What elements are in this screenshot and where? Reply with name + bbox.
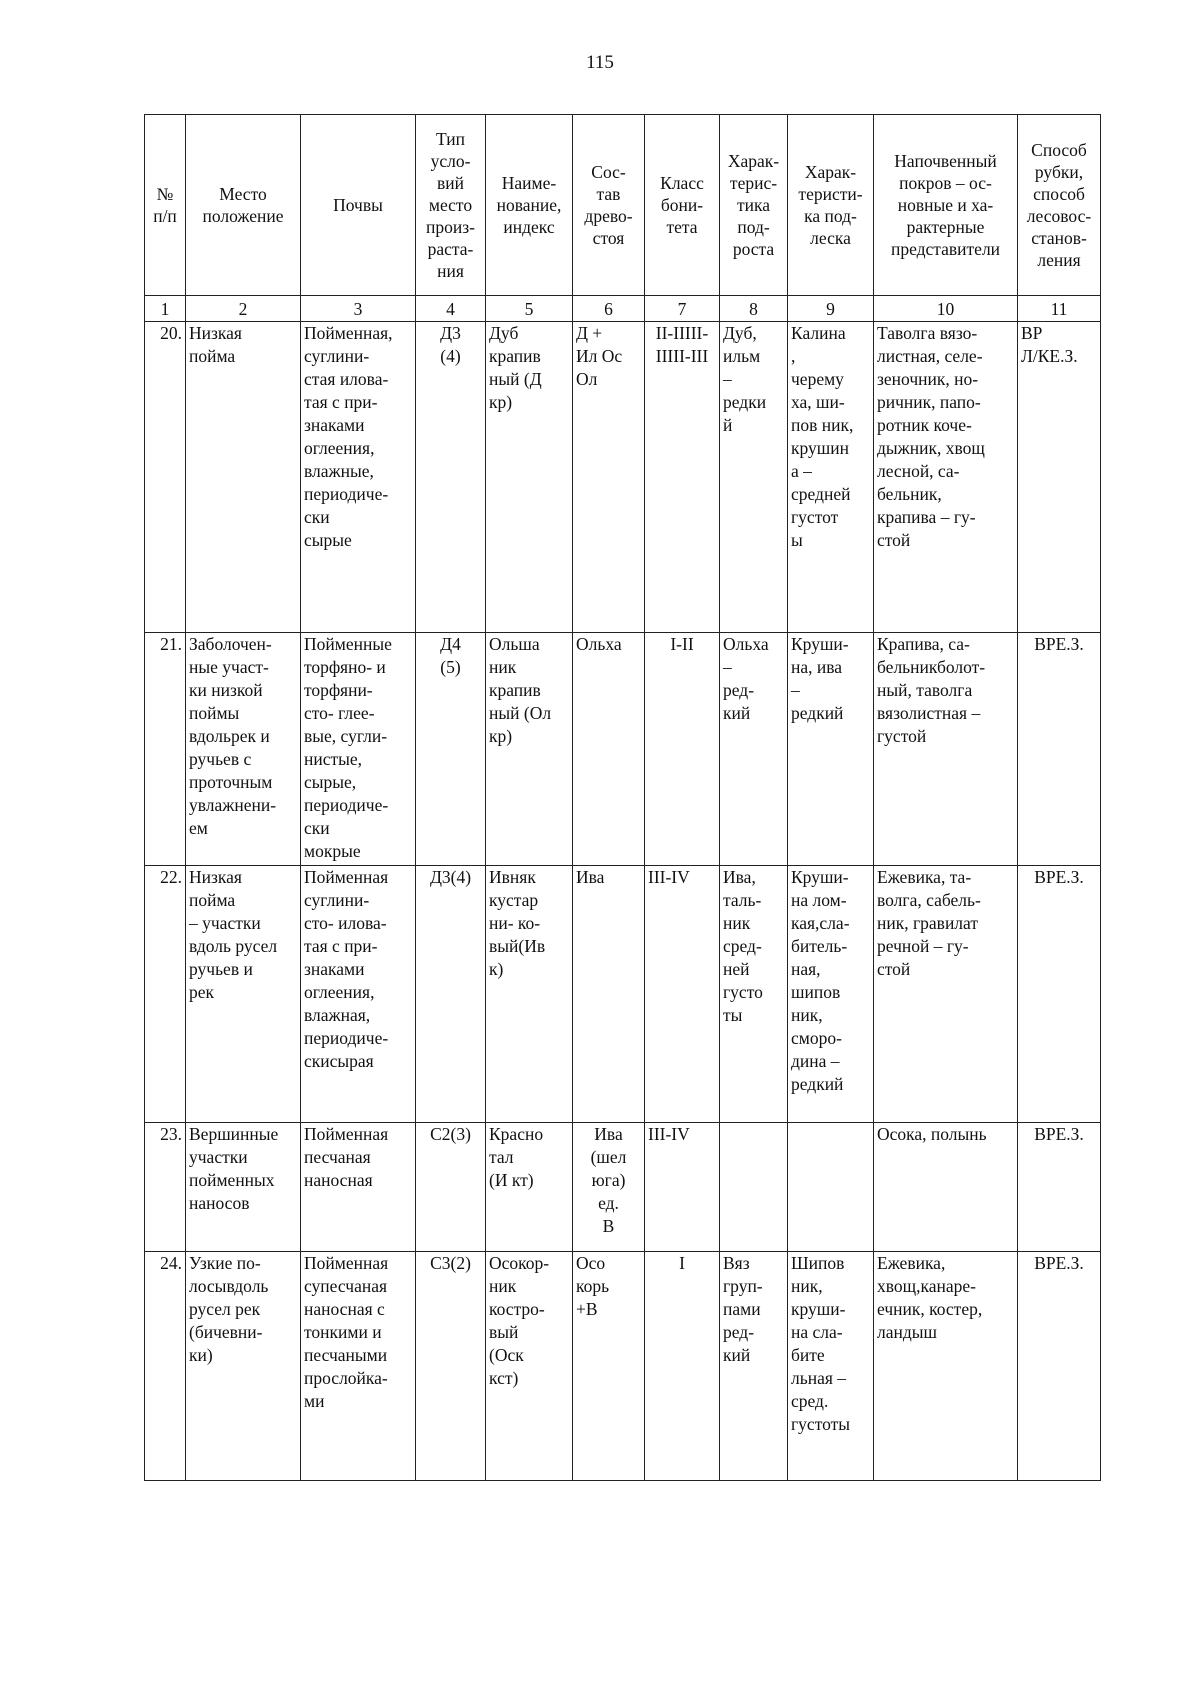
soil-cell: Пойменные торфяно- и торфяни- сто- глее- вые, сугли- нистые, сырые, периодиче- ски мокрые [301,633,416,866]
underbrush-cell: Круши- на лом- кая,сла- битель- ная, шипов ник, сморо- дина – редкий [788,866,874,1123]
row-number: 24. [145,1252,186,1481]
header-cell: Почвы [301,115,416,296]
underbrush-cell [788,1123,874,1252]
growth-type-cell: Д4 (5) [416,633,486,866]
column-number: 2 [186,296,301,322]
forest-types-table [144,114,1101,1481]
growth-type-cell: Д3(4) [416,866,486,1123]
name-index-cell: Дуб крапив ный (Д кр) [486,322,573,633]
location-cell: Узкие по- лосывдоль русел рек (бичевни- ки) [186,1252,301,1481]
table-row [145,1123,1101,1252]
table-row [145,1252,1101,1481]
location-cell: Низкая пойма [186,322,301,633]
header-cell: Класс бони- тета [645,115,720,296]
column-number: 5 [486,296,573,322]
table-row [145,322,1101,633]
header-cell: Тип усло- вий место произ- раста- ния [416,115,486,296]
location-cell: Заболочен- ные участ- ки низкой поймы вдольрек и ручьев с проточным увлажнени- ем [186,633,301,866]
table-row [145,866,1101,1123]
row-number: 21. [145,633,186,866]
column-number: 4 [416,296,486,322]
header-cell: Наиме- нование, индекс [486,115,573,296]
cutting-method-cell: ВРЕ.З. [1018,1123,1101,1252]
soil-cell: Пойменная, суглини- стая илова- тая с при- знаками оглеения, влажные, периодиче- ски сырые [301,322,416,633]
growth-type-cell: С2(3) [416,1123,486,1252]
column-number: 3 [301,296,416,322]
header-cell: № п/п [145,115,186,296]
bonitet-cell: I [645,1252,720,1481]
ground-cover-cell: Таволга вязо- листная, селе- зеночник, но- ричник, папо- ротник коче- дыжник, хвощ лесной, са- бельник, крапива – гу- стой [874,322,1018,633]
header-cell: Напочвенный покров – ос- новные и ха- рактерные представители [874,115,1018,296]
soil-cell: Пойменная суглини- сто- илова- тая с при- знаками оглеения, влажная, периодиче- скисырая [301,866,416,1123]
underbrush-cell: Круши- на, ива – редкий [788,633,874,866]
composition-cell: Д + Ил Ос Ол [573,322,645,633]
bonitet-cell: I-II [645,633,720,866]
composition-cell: Ива (шел юга) ед. В [573,1123,645,1252]
name-index-cell: Ольша ник крапив ный (Ол кр) [486,633,573,866]
column-number: 11 [1018,296,1101,322]
header-cell: Харак- теристи- ка под- леска [788,115,874,296]
column-number: 1 [145,296,186,322]
column-number: 7 [645,296,720,322]
undergrowth-cell: Дуб, ильм – редки й [720,322,788,633]
table-row [145,633,1101,866]
composition-cell: Ольха [573,633,645,866]
underbrush-cell: Шипов ник, круши- на сла- бите льная – сред. густоты [788,1252,874,1481]
undergrowth-cell [720,1123,788,1252]
bonitet-cell: III-IV [645,1123,720,1252]
composition-cell: Осо корь +В [573,1252,645,1481]
header-cell: Способ рубки, способ лесовос- станов- ления [1018,115,1101,296]
undergrowth-cell: Ива, таль- ник сред- ней густо ты [720,866,788,1123]
cutting-method-cell: ВРЕ.З. [1018,1252,1101,1481]
ground-cover-cell: Осока, полынь [874,1123,1018,1252]
column-number: 9 [788,296,874,322]
name-index-cell: Осокор- ник костро- вый (Оск кст) [486,1252,573,1481]
cutting-method-cell: ВРЕ.З. [1018,866,1101,1123]
soil-cell: Пойменная супесчаная наносная с тонкими и песчаными прослойка- ми [301,1252,416,1481]
column-number: 8 [720,296,788,322]
ground-cover-cell: Ежевика, та- волга, сабель- ник, гравилат речной – гу- стой [874,866,1018,1123]
row-number: 22. [145,866,186,1123]
ground-cover-cell: Крапива, са- бельникболот- ный, таволга вязолистная – густой [874,633,1018,866]
cutting-method-cell: ВР Л/КЕ.З. [1018,322,1101,633]
bonitet-cell: III-IV [645,866,720,1123]
composition-cell: Ива [573,866,645,1123]
header-row [145,115,1101,296]
location-cell: Низкая пойма – участки вдоль русел ручьев и рек [186,866,301,1123]
undergrowth-cell: Вяз груп- пами ред- кий [720,1252,788,1481]
column-number-row [145,296,1101,322]
column-number: 10 [874,296,1018,322]
growth-type-cell: С3(2) [416,1252,486,1481]
bonitet-cell: II-IIIII- IIIII-III [645,322,720,633]
header-cell: Харак- терис- тика под- роста [720,115,788,296]
cutting-method-cell: ВРЕ.З. [1018,633,1101,866]
row-number: 20. [145,322,186,633]
header-cell: Сос- тав древо- стоя [573,115,645,296]
row-number: 23. [145,1123,186,1252]
page-number: 115 [586,52,614,73]
ground-cover-cell: Ежевика, хвощ,канаре- ечник, костер, ландыш [874,1252,1018,1481]
name-index-cell: Ивняк кустар ни- ко- вый(Ив к) [486,866,573,1123]
growth-type-cell: Д3 (4) [416,322,486,633]
name-index-cell: Красно тал (И кт) [486,1123,573,1252]
header-cell: Место положение [186,115,301,296]
column-number: 6 [573,296,645,322]
undergrowth-cell: Ольха – ред- кий [720,633,788,866]
soil-cell: Пойменная песчаная наносная [301,1123,416,1252]
location-cell: Вершинные участки пойменных наносов [186,1123,301,1252]
underbrush-cell: Калина , черему ха, ши- пов ник, крушин а – средней густот ы [788,322,874,633]
